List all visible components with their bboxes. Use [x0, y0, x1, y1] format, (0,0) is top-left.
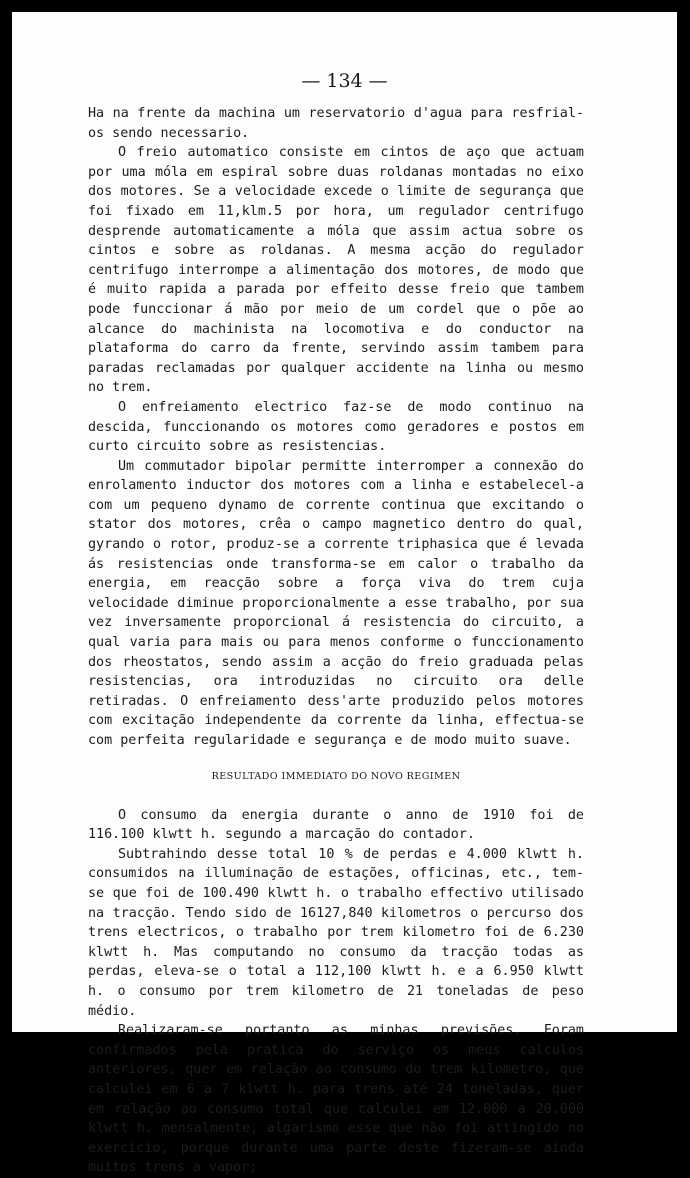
document-page [12, 12, 677, 1176]
paragraph: Ha na frente da machina um reservatorio d'agua para resfrial-os sendo necessario. [88, 106, 584, 141]
paragraph: Subtrahindo desse total 10 % de perdas e 4.000 klwtt h. consumidos na illuminação de estações, officinas, etc., tem-se que foi de 100.490 klwtt h. o trabalho effectivo utilisado na tracção. Tendo sido de 16127,840 kilometros o percurso dos trens electricos, o trabalho por trem kilometro foi de 6.230 klwtt h. Mas computando no consumo da tracção todas as perdas, eleva-se o total a 112,100 klwtt h. e a 6.950 klwtt h. o consumo por trem kilometro de 21 toneladas de peso médio. [88, 846, 584, 1019]
section-heading: RESULTADO IMMEDIATO DO NOVO REGIMEN [211, 770, 461, 782]
page-number: — 134 — [301, 70, 388, 92]
paragraph: Um commutador bipolar permitte interromper a connexão do enrolamento inductor dos motores com a linha e estabelecel-a com um pequeno dynamo de corrente continua que excitando o stator dos motores, crêa o campo magnetico dentro do qual, gyrando o rotor, produz-se a corrente triphasica que é levada ás resistencias onde transforma-se em calor o trabalho da energia, em reacção sobre a força viva do trem cuja velocidade diminue proporcionalmente a esse trabalho, por sua vez inversamente proporcional á resistencia do circuito, a qual varia para mais ou para menos conforme o funccionamento dos rheostatos, sendo assim a acção do freio graduada pelas resistencias, ora introduzidas no circuito ora delle retiradas. O enfreiamento dess'arte produzido pelos motores com excitação independente da corrente da linha, effectua-se com perfeita regularidade e segurança e de modo muito suave. [88, 458, 584, 748]
paragraph: Realizaram-se portanto as minhas previsões. Foram confirmados pela pratica do serviço os meus calculos anteriores, quer em relação ao consumo do trem kilometro, que calculei em 6 a 7 klwtt h. para trens até 24 toneladas, quer em relação ao consumo total que calculei em 12.000 a 20.000 klwtt h. mensalmente, algarismo esse que não foi attingido no exercicio, porque durante uma parte deste fizeram-se ainda muitos trens a vapor; [88, 1023, 584, 1176]
text-block [88, 104, 584, 1178]
paragraph: O freio automatico consiste em cintos de aço que actuam por uma móla em espiral sobre duas roldanas montadas no eixo dos motores. Se a velocidade excede o limite de segurança que foi fixado em 11,klm.5 por hora, um regulador centrifugo desprende automaticamente a móla que assim actua sobre os cintos e sobre as roldanas. A mesma acção do regulador centrifugo interrompe a alimentação dos motores, de modo que é muito rapida a parada por effeito desse freio que tambem pode funccionar á mão por meio de um cordel que o põe ao alcance do machinista na locomotiva e do conductor na plataforma do carro da frente, servindo assim tambem para paradas reclamadas por qualquer accidente na linha ou mesmo no trem. [88, 145, 584, 396]
paragraph: O consumo da energia durante o anno de 1910 foi de 116.100 klwtt h. segundo a marcação do contador. [88, 807, 584, 843]
paragraph: O enfreiamento electrico faz-se de modo continuo na descida, funccionando os motores como geradores e postos em curto circuito sobre as resistencias. [88, 399, 584, 455]
